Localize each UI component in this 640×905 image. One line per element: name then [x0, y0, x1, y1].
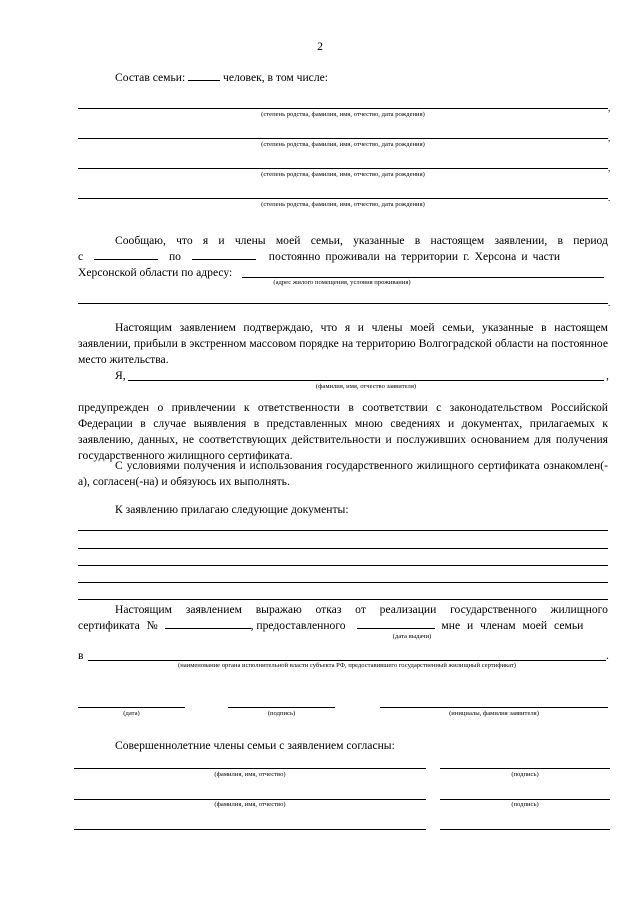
family-row-3-end: , [608, 163, 611, 173]
family-member-field-2[interactable] [78, 138, 608, 139]
document-field-1[interactable] [78, 530, 608, 531]
responsibility-paragraph: предупрежден о привлечении к ответственности в соответствии с законодательством Российской Федерации в случае выявления в представленных мною сведениях и документах, прилагаемых к заявлению, данных, не соответствующих действительности и послуживших основанием для получения государственного жилищного сертификата. [78, 401, 608, 462]
family-label: Состав семьи: [115, 71, 186, 84]
initials-field[interactable] [380, 707, 608, 708]
page-number: 2 [317, 40, 323, 53]
family-count-field[interactable] [188, 80, 220, 81]
issuing-authority-field[interactable] [88, 660, 606, 661]
document-field-2[interactable] [78, 548, 608, 549]
residence-to-label: по [168, 250, 181, 263]
certificate-date-caption: (дата выдачи) [392, 633, 432, 640]
residence-address-caption: (адрес жилого помещения, условия проживания) [273, 279, 411, 286]
family-member-caption-3: (степень родства, фамилия, имя, отчество, дата рождения) [261, 171, 425, 178]
initials-caption: (инициалы, фамилия заявителя) [449, 710, 539, 717]
applicant-suffix: , [606, 369, 609, 382]
residence-from-label: с [78, 250, 84, 263]
documents-label: К заявлению прилагаю следующие документы: [115, 503, 349, 516]
family-member-field-4[interactable] [78, 198, 608, 199]
adult-name-field-2[interactable] [74, 799, 426, 800]
confirmation-paragraph: Настоящим заявлением подтверждаю, что я и члены моей семьи, указанные в настоящем заявлении, прибыли в экстренном массовом порядке на территорию Волгоградской области на постоянное место жительства. [78, 321, 608, 366]
refusal-end: . [606, 649, 609, 662]
family-member-caption-4: (степень родства, фамилия, имя, отчество, дата рождения) [261, 201, 425, 208]
residence-address-field[interactable] [242, 277, 604, 278]
adult-signature-caption-1: (подпись) [511, 771, 539, 778]
adult-signature-field-2[interactable] [440, 799, 610, 800]
applicant-name-field[interactable] [128, 380, 604, 381]
applicant-name-caption: (фамилия, имя, отчество заявителя) [315, 383, 417, 390]
family-member-field-3[interactable] [78, 168, 608, 169]
adult-name-caption-1: (фамилия, имя, отчество) [214, 771, 286, 778]
residence-line-1: Сообщаю, что я и члены моей семьи, указанные в настоящем заявлении, в период [115, 234, 608, 247]
residence-address-field-2[interactable] [78, 303, 608, 304]
signature-field[interactable] [228, 707, 335, 708]
family-suffix: человек, в том числе: [223, 71, 328, 84]
applicant-prefix: Я, [115, 369, 126, 382]
adult-name-field-3[interactable] [74, 829, 426, 830]
certificate-number-field[interactable] [165, 628, 251, 629]
date-field[interactable] [78, 707, 185, 708]
family-row-4-end: . [608, 193, 611, 203]
residence-to-date-field[interactable] [192, 259, 256, 260]
refusal-line-2: сертификата № , предоставленного мне и членам моей семьи [78, 619, 584, 632]
adult-name-field-1[interactable] [74, 768, 426, 769]
adult-name-caption-2: (фамилия, имя, отчество) [214, 801, 286, 808]
refusal-org-prefix: в [78, 649, 84, 662]
date-caption: (дата) [123, 710, 140, 717]
residence-line-2 [78, 249, 608, 265]
residence-line-3-label: Херсонской области по адресу: [78, 266, 233, 279]
adult-signature-caption-2: (подпись) [511, 801, 539, 808]
document-field-3[interactable] [78, 565, 608, 566]
signature-caption: (подпись) [267, 710, 296, 717]
adult-signature-field-3[interactable] [440, 829, 610, 830]
document-field-4[interactable] [78, 582, 608, 583]
family-member-field-1[interactable] [78, 108, 608, 109]
adult-signature-field-1[interactable] [440, 768, 610, 769]
residence-from-date-field[interactable] [94, 259, 158, 260]
family-member-caption-2: (степень родства, фамилия, имя, отчество, дата рождения) [261, 141, 425, 148]
residence-rest-text: постоянно проживали на территории г. Херсона и части [268, 250, 561, 263]
family-row-2-end: , [608, 133, 611, 143]
issuing-authority-caption: (наименование органа исполнительной власти субъекта РФ, предоставившего государственный жилищный сертификат) [178, 662, 516, 669]
document-field-5[interactable] [78, 599, 608, 600]
family-row-1-end: , [608, 103, 611, 113]
adults-label: Совершеннолетние члены семьи с заявлением согласны: [115, 739, 395, 752]
certificate-date-field[interactable] [357, 628, 435, 629]
family-member-caption-1: (степень родства, фамилия, имя, отчество, дата рождения) [261, 111, 425, 118]
family-composition-line [115, 70, 328, 86]
residence-end: . [608, 298, 611, 308]
refusal-line-1: Настоящим заявлением выражаю отказ от реализации государственного жилищного [115, 603, 608, 616]
conditions-paragraph: С условиями получения и использования государственного жилищного сертификата ознакомлен(-а), согласен(-на) и обязуюсь их выполнять. [78, 459, 608, 488]
